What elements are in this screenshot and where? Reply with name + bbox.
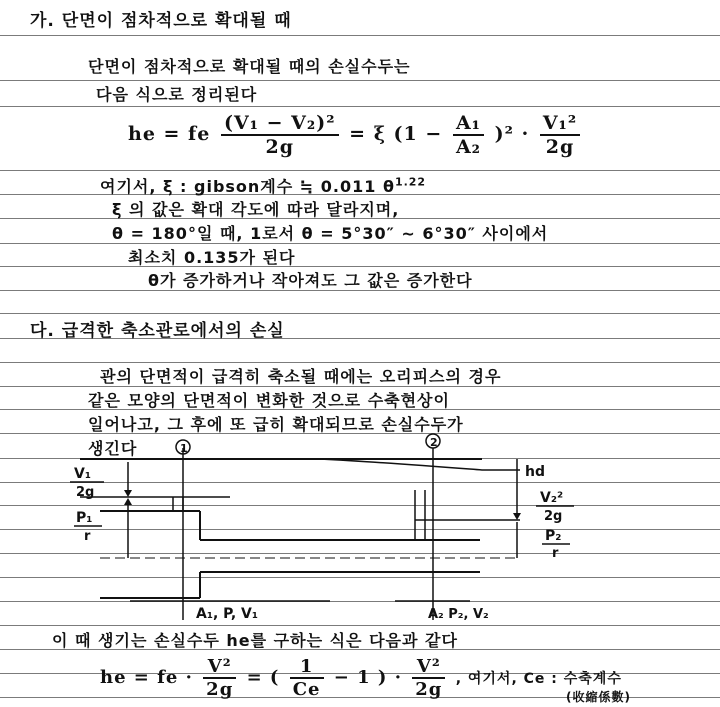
notes-line3: θ = 180°일 때, 1로서 θ = 5°30″ ~ 6°30″ 사이에서 — [112, 224, 549, 243]
formula2-den1: 2g — [206, 679, 234, 700]
paragraph2-line1: 관의 단면적이 급격히 축소될 때에는 오리피스의 경우 — [100, 367, 502, 386]
formula1-lhs: he = fe — [128, 123, 211, 145]
p1-head-arrowhead — [124, 498, 132, 505]
notes-line4: 최소치 0.135가 된다 — [128, 248, 296, 267]
formula2-fraction3 — [412, 656, 445, 700]
formula1-den1: 2g — [265, 136, 294, 158]
v2-label-num: V₂² — [540, 490, 564, 506]
formula1-close: )² · — [494, 123, 530, 145]
paragraph1-line1: 단면이 점차적으로 확대될 때의 손실수두는 — [88, 57, 411, 76]
formula1-num2: A₁ — [453, 112, 484, 136]
section-2-marker-label: 2 — [430, 436, 438, 449]
formula2-minus: − 1 ) · — [333, 667, 402, 688]
notes-line1-exponent: 1.22 — [394, 175, 427, 189]
formula2-note2: (收縮係數) — [566, 690, 631, 704]
v1-head-arrowhead — [124, 490, 132, 497]
notes-line2: ξ 의 값은 확대 각도에 따라 달라지며, — [112, 200, 400, 219]
formula2-lhs: he = fe · — [100, 667, 193, 688]
paragraph2-line4: 생긴다 — [88, 439, 138, 458]
section-1-caption: A₁, P, V₁ — [196, 606, 259, 622]
formula-he-contraction — [100, 656, 622, 700]
v1-label-num: V₁ — [74, 466, 91, 482]
paragraph1-line2: 다음 식으로 정리된다 — [96, 85, 258, 104]
p1-label-den: r — [84, 529, 91, 544]
notes-line1-text: 여기서, ξ : gibson계수 ≒ 0.011 θ — [100, 177, 395, 196]
formula1-den3: 2g — [545, 136, 575, 158]
paragraph3-line1: 이 때 생기는 손실수두 he를 구하는 식은 다음과 같다 — [52, 631, 458, 650]
formula1-num3: V₁² — [540, 112, 580, 136]
v1-label-den: 2g — [76, 485, 95, 500]
hd-label: hd — [525, 464, 545, 480]
paragraph2-line2: 같은 모양의 단면적이 변화한 것으로 수축현상이 — [88, 391, 450, 410]
energy-line-drop — [320, 459, 520, 470]
p2-label-num: P₂ — [545, 528, 562, 544]
formula2-fraction1 — [203, 656, 236, 700]
p2-label-den: r — [552, 546, 559, 561]
formula2-den2: Ce — [292, 679, 321, 700]
paragraph2-line3: 일어나고, 그 후에 또 급히 확대되므로 손실수두가 — [88, 415, 464, 434]
p1-label-num: P₁ — [76, 510, 93, 526]
formula1-eq: = ξ (1 − — [349, 123, 443, 145]
formula1-num1: (V₁ − V₂)² — [221, 112, 339, 136]
formula1-den2: A₂ — [455, 136, 482, 158]
formula2-num3: V² — [412, 656, 445, 679]
section-heading-ga: 가. 단면이 점차적으로 확대될 때 — [30, 11, 292, 31]
formula2-den3: 2g — [415, 679, 443, 700]
formula2-note: , 여기서, Ce : 수축계수 — [455, 671, 622, 687]
formula2-fraction2 — [290, 656, 324, 700]
v2-head-arrowhead — [513, 513, 521, 520]
notes-line5: θ가 증가하거나 작아져도 그 값은 증가한다 — [148, 271, 473, 290]
v2-label-den: 2g — [544, 509, 563, 524]
formula2-num1: V² — [203, 656, 236, 679]
formula2-num2: 1 — [290, 656, 324, 679]
section-heading-da: 다. 급격한 축소관로에서의 손실 — [30, 321, 285, 341]
section-1-marker-label: 1 — [180, 442, 188, 455]
formula2-eq: = ( — [246, 667, 280, 688]
section-2-caption: A₂ P₂, V₂ — [428, 607, 489, 622]
